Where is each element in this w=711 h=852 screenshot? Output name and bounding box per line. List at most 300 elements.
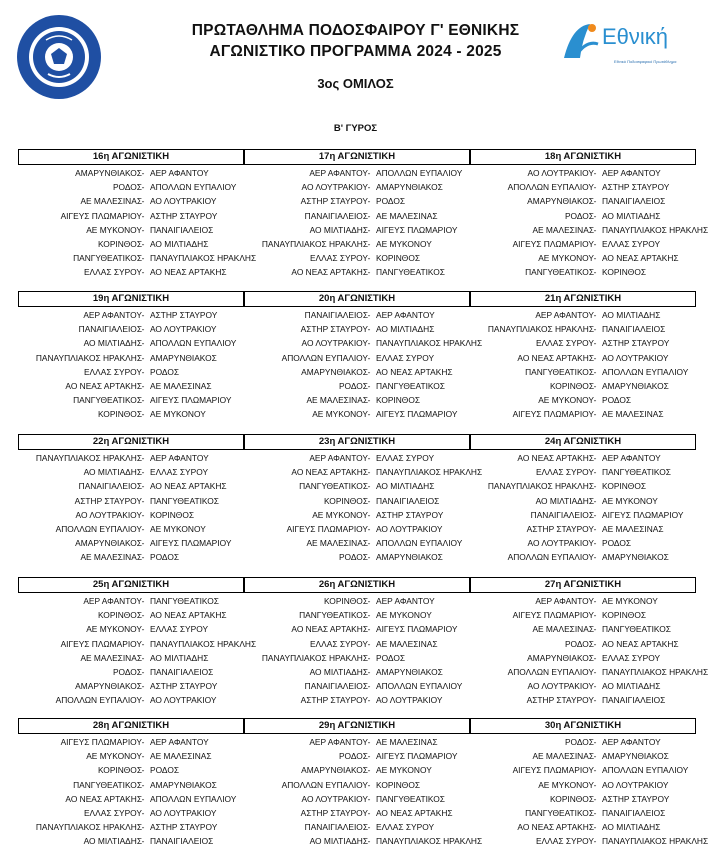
home-team: ΕΛΛΑΣ ΣΥΡΟΥ — [535, 836, 594, 847]
away-team: ΑΠΟΛΛΩΝ ΕΥΠΑΛΙΟΥ — [150, 338, 237, 349]
away-team: ΑΟ ΛΟΥΤΡΑΚΙΟΥ — [376, 695, 443, 706]
home-team: ΑΕ ΜΑΛΕΣΙΝΑΣ — [80, 652, 142, 663]
home-team: ΡΟΔΟΣ — [564, 210, 594, 221]
home-team: ΑΕ ΜΥΚΟΝΟΥ — [86, 224, 142, 235]
home-team: ΠΑΝΑΙΓΙΑΛΕΙΟΣ — [78, 481, 142, 492]
match-separator: - — [593, 453, 597, 463]
away-team: ΑΜΑΡΥΝΘΙΑΚΟΣ — [602, 552, 669, 563]
match-separator: - — [367, 453, 371, 463]
home-team: ΑΣΤΗΡ ΣΤΑΥΡΟΥ — [300, 695, 368, 706]
home-team: ΚΟΡΙΝΘΟΣ — [97, 409, 142, 420]
away-team: ΚΟΡΙΝΘΟΣ — [602, 267, 647, 278]
home-team: ΑΟ ΜΙΛΤΙΑΔΗΣ — [309, 836, 368, 847]
match-separator: - — [141, 409, 145, 420]
match-separator: - — [593, 210, 597, 221]
home-team: ΑΙΓΕΥΣ ΠΛΩΜΑΡΙΟΥ — [60, 638, 142, 649]
home-team: ΠΑΝΑΥΠΛΙΑΚΟΣ ΗΡΑΚΛΗΣ — [261, 652, 368, 663]
home-team: ΠΑΝΓΥΘΕΑΤΙΚΟΣ — [299, 481, 368, 492]
match-row — [18, 820, 244, 834]
home-team: ΑΕΡ ΑΦΑΝΤΟΥ — [83, 596, 142, 606]
away-team: ΠΑΝΑΥΠΛΙΑΚΟΣ ΗΡΑΚΛΗΣ — [376, 467, 483, 478]
match-separator: - — [141, 495, 145, 506]
match-row — [470, 251, 696, 265]
home-team: ΠΑΝΑΥΠΛΙΑΚΟΣ ΗΡΑΚΛΗΣ — [35, 352, 142, 363]
match-separator: - — [367, 822, 371, 833]
match-row — [18, 407, 244, 421]
home-team: ΑΕΡ ΑΦΑΝΤΟΥ — [535, 310, 594, 320]
match-separator: - — [141, 253, 145, 264]
ethniki-logo-text: Εθνική — [602, 24, 669, 49]
match-separator: - — [593, 779, 597, 790]
home-team: ΠΑΝΑΥΠΛΙΑΚΟΣ ΗΡΑΚΛΗΣ — [35, 453, 142, 463]
away-team: ΑΕΡ ΑΦΑΝΤΟΥ — [150, 168, 209, 178]
match-separator: - — [593, 610, 597, 621]
away-team: ΑΙΓΕΥΣ ΠΛΩΜΑΡΙΟΥ — [150, 538, 232, 549]
match-separator: - — [141, 624, 145, 635]
home-team: ΠΑΝΑΙΓΙΑΛΕΙΟΣ — [304, 681, 368, 692]
match-row — [18, 465, 244, 479]
match-separator: - — [141, 667, 145, 677]
match-row — [18, 594, 244, 608]
match-separator: - — [593, 495, 597, 506]
match-row — [18, 550, 244, 564]
match-row — [470, 508, 696, 522]
match-separator: - — [367, 224, 371, 235]
match-separator: - — [367, 495, 371, 506]
away-team: ΑΠΟΛΛΩΝ ΕΥΠΑΛΙΟΥ — [376, 681, 463, 692]
match-separator: - — [141, 381, 145, 391]
away-team: ΕΛΛΑΣ ΣΥΡΟΥ — [376, 822, 435, 833]
match-separator: - — [141, 552, 145, 563]
home-team: ΚΟΡΙΝΘΟΣ — [323, 596, 368, 606]
matchday-title: 26η ΑΓΩΝΙΣΤΙΚΗ — [244, 577, 470, 593]
away-team: ΚΟΡΙΝΘΟΣ — [602, 610, 647, 621]
match-separator: - — [367, 667, 371, 677]
match-row — [470, 494, 696, 508]
match-separator: - — [141, 267, 145, 278]
match-separator: - — [141, 182, 145, 193]
match-separator: - — [367, 409, 371, 420]
away-team: ΠΑΝΓΥΘΕΑΤΙΚΟΣ — [150, 495, 219, 506]
match-row — [470, 693, 696, 707]
match-separator: - — [367, 381, 371, 391]
home-team: ΑΟ ΝΕΑΣ ΑΡΤΑΚΗΣ — [291, 467, 368, 478]
home-team: ΠΑΝΓΥΘΕΑΤΙΚΟΣ — [73, 779, 142, 790]
away-team: ΑΙΓΕΥΣ ΠΛΩΜΑΡΙΟΥ — [376, 624, 458, 635]
match-row — [470, 379, 696, 393]
home-team: ΠΑΝΑΙΓΙΑΛΕΙΟΣ — [304, 210, 368, 221]
away-team: ΑΜΑΡΥΝΘΙΑΚΟΣ — [602, 381, 669, 391]
home-team: ΠΑΝΑΥΠΛΙΑΚΟΣ ΗΡΑΚΛΗΣ — [487, 481, 594, 492]
away-team: ΑΠΟΛΛΩΝ ΕΥΠΑΛΙΟΥ — [376, 168, 463, 178]
match-row — [244, 465, 483, 479]
matchday-title: 17η ΑΓΩΝΙΣΤΙΚΗ — [244, 149, 470, 165]
home-team: ΑΜΑΡΥΝΘΙΑΚΟΣ — [527, 652, 594, 663]
matchday-title: 22η ΑΓΩΝΙΣΤΙΚΗ — [18, 434, 244, 450]
match-row — [18, 679, 244, 693]
away-team: ΠΑΝΑΙΓΙΑΛΕΙΟΣ — [376, 495, 440, 506]
match-row — [18, 637, 257, 651]
home-team: ΠΑΝΑΙΓΙΑΛΕΙΟΣ — [304, 310, 368, 320]
home-team: ΑΙΓΕΥΣ ΠΛΩΜΑΡΙΟΥ — [60, 210, 142, 221]
match-row — [470, 608, 696, 622]
away-team: ΑΙΓΕΥΣ ΠΛΩΜΑΡΙΟΥ — [150, 395, 232, 406]
home-team: ΑΣΤΗΡ ΣΤΑΥΡΟΥ — [300, 196, 368, 207]
match-row — [470, 834, 709, 848]
away-team: ΕΛΛΑΣ ΣΥΡΟΥ — [150, 467, 209, 478]
away-team: ΠΑΝΑΥΠΛΙΑΚΟΣ ΗΡΑΚΛΗΣ — [602, 667, 709, 677]
match-row — [18, 251, 257, 265]
away-team: ΠΑΝΓΥΘΕΑΤΙΚΟΣ — [602, 624, 671, 635]
home-team: ΑΕΡ ΑΦΑΝΤΟΥ — [309, 737, 368, 747]
ethniki-logo — [562, 20, 694, 64]
match-separator: - — [367, 267, 371, 278]
match-row — [244, 735, 470, 749]
match-row — [470, 351, 696, 365]
away-team: ΑΟ ΛΟΥΤΡΑΚΙΟΥ — [150, 808, 217, 818]
away-team: ΑΟ ΜΙΛΤΙΑΔΗΣ — [150, 239, 209, 249]
home-team: ΑΕ ΜΑΛΕΣΙΝΑΣ — [80, 196, 142, 207]
away-team: ΑΣΤΗΡ ΣΤΑΥΡΟΥ — [376, 509, 444, 520]
match-row — [18, 749, 244, 763]
match-row — [18, 336, 244, 350]
match-separator: - — [367, 324, 371, 335]
away-team: ΡΟΔΟΣ — [376, 196, 406, 207]
home-team: ΑΟ ΜΙΛΤΙΑΔΗΣ — [83, 467, 142, 478]
away-team: ΑΟ ΛΟΥΤΡΑΚΙΟΥ — [150, 196, 217, 207]
away-team: ΑΙΓΕΥΣ ΠΛΩΜΑΡΙΟΥ — [602, 509, 684, 520]
match-separator: - — [141, 538, 145, 549]
match-row — [18, 693, 244, 707]
match-row — [470, 806, 696, 820]
match-row — [470, 322, 696, 336]
home-team: ΑΣΤΗΡ ΣΤΑΥΡΟΥ — [300, 808, 368, 818]
match-separator: - — [367, 538, 371, 549]
away-team: ΑΕ ΜΑΛΕΣΙΝΑΣ — [602, 409, 664, 420]
match-row — [244, 209, 470, 223]
home-team: ΑΟ ΛΟΥΤΡΑΚΙΟΥ — [301, 338, 368, 349]
home-team: ΑΕ ΜΥΚΟΝΟΥ — [538, 779, 594, 790]
away-team: ΑΕ ΜΥΚΟΝΟΥ — [376, 765, 432, 776]
match-separator: - — [141, 467, 145, 478]
match-row — [18, 393, 244, 407]
home-team: ΠΑΝΓΥΘΕΑΤΙΚΟΣ — [73, 253, 142, 264]
match-separator: - — [593, 338, 597, 349]
home-team: ΑΠΟΛΛΩΝ ΕΥΠΑΛΙΟΥ — [507, 182, 594, 193]
home-team: ΑΜΑΡΥΝΘΙΑΚΟΣ — [527, 196, 594, 207]
match-separator: - — [141, 196, 145, 207]
matchday-title: 21η ΑΓΩΝΙΣΤΙΚΗ — [470, 291, 696, 307]
home-team: ΡΟΔΟΣ — [112, 667, 142, 677]
home-team: ΑΕ ΜΑΛΕΣΙΝΑΣ — [306, 538, 368, 549]
home-team: ΑΕ ΜΥΚΟΝΟΥ — [86, 624, 142, 635]
away-team: ΑΟ ΜΙΛΤΙΑΔΗΣ — [602, 210, 661, 221]
away-team: ΑΕ ΜΑΛΕΣΙΝΑΣ — [376, 737, 438, 747]
home-team: ΑΠΟΛΛΩΝ ΕΥΠΑΛΙΟΥ — [281, 352, 368, 363]
match-row — [244, 622, 470, 636]
away-team: ΠΑΝΑΙΓΙΑΛΕΙΟΣ — [602, 808, 666, 818]
match-row — [18, 451, 244, 465]
matchday-title: 23η ΑΓΩΝΙΣΤΙΚΗ — [244, 434, 470, 450]
match-separator: - — [141, 395, 145, 406]
match-separator: - — [593, 253, 597, 264]
home-team: ΡΟΔΟΣ — [338, 751, 368, 762]
away-team: ΑΟ ΛΟΥΤΡΑΚΙΟΥ — [150, 324, 217, 335]
match-separator: - — [593, 381, 597, 391]
match-row — [18, 763, 244, 777]
match-row — [470, 536, 696, 550]
match-row — [470, 265, 696, 279]
away-team: ΑΟ ΜΙΛΤΙΑΔΗΣ — [376, 324, 435, 335]
match-separator: - — [367, 509, 371, 520]
match-row — [470, 451, 696, 465]
match-separator: - — [367, 808, 371, 818]
match-separator: - — [141, 524, 145, 534]
home-team: ΑΟ ΝΕΑΣ ΑΡΤΑΚΗΣ — [291, 624, 368, 635]
match-separator: - — [367, 779, 371, 790]
match-separator: - — [593, 751, 597, 762]
match-separator: - — [593, 509, 597, 520]
home-team: ΑΣΤΗΡ ΣΤΑΥΡΟΥ — [300, 324, 368, 335]
match-row — [18, 237, 244, 251]
match-separator: - — [367, 652, 371, 663]
home-team: ΑΠΟΛΛΩΝ ΕΥΠΑΛΙΟΥ — [281, 779, 368, 790]
match-separator: - — [367, 638, 371, 649]
match-row — [244, 637, 470, 651]
match-row — [470, 651, 696, 665]
match-separator: - — [141, 324, 145, 335]
page-title: ΠΡΩΤΑΘΛΗΜΑ ΠΟΔΟΣΦΑΙΡΟΥ Γ' ΕΘΝΙΚΗΣ — [191, 22, 520, 39]
match-row — [18, 508, 244, 522]
home-team: ΠΑΝΑΥΠΛΙΑΚΟΣ ΗΡΑΚΛΗΣ — [487, 324, 594, 335]
matchday-title: 24η ΑΓΩΝΙΣΤΙΚΗ — [470, 434, 696, 450]
away-team: ΑΕ ΜΑΛΕΣΙΝΑΣ — [376, 638, 438, 649]
home-team: ΑΕ ΜΑΛΕΣΙΝΑΣ — [80, 552, 142, 563]
home-team: ΑΟ ΝΕΑΣ ΑΡΤΑΚΗΣ — [517, 822, 594, 833]
home-team: ΕΛΛΑΣ ΣΥΡΟΥ — [309, 638, 368, 649]
match-row — [18, 622, 244, 636]
match-separator: - — [141, 239, 145, 249]
away-team: ΑΕΡ ΑΦΑΝΤΟΥ — [602, 737, 661, 747]
match-row — [18, 536, 244, 550]
away-team: ΑΣΤΗΡ ΣΤΑΥΡΟΥ — [602, 182, 670, 193]
away-team: ΠΑΝΓΥΘΕΑΤΙΚΟΣ — [376, 267, 445, 278]
match-row — [18, 651, 244, 665]
home-team: ΠΑΝΑΙΓΙΑΛΕΙΟΣ — [78, 324, 142, 335]
match-separator: - — [593, 681, 597, 692]
away-team: ΑΕ ΜΑΛΕΣΙΝΑΣ — [376, 210, 438, 221]
match-separator: - — [141, 836, 145, 847]
away-team: ΑΙΓΕΥΣ ΠΛΩΜΑΡΙΟΥ — [376, 224, 458, 235]
match-separator: - — [367, 168, 371, 178]
match-row — [470, 180, 696, 194]
match-row — [244, 749, 470, 763]
match-separator: - — [141, 453, 145, 463]
match-separator: - — [593, 822, 597, 833]
match-row — [470, 365, 696, 379]
home-team: ΚΟΡΙΝΘΟΣ — [323, 495, 368, 506]
match-separator: - — [367, 596, 371, 606]
away-team: ΑΟ ΛΟΥΤΡΑΚΙΟΥ — [602, 779, 669, 790]
match-separator: - — [367, 352, 371, 363]
match-separator: - — [367, 524, 371, 534]
match-row — [18, 180, 244, 194]
home-team: ΑΕ ΜΑΛΕΣΙΝΑΣ — [532, 224, 594, 235]
home-team: ΑΕ ΜΥΚΟΝΟΥ — [538, 253, 594, 264]
match-separator: - — [367, 253, 371, 264]
match-row — [244, 322, 470, 336]
match-separator: - — [141, 737, 145, 747]
home-team: ΚΟΡΙΝΘΟΣ — [97, 765, 142, 776]
match-row — [244, 265, 470, 279]
match-row — [244, 365, 470, 379]
match-row — [244, 451, 470, 465]
away-team: ΠΑΝΑΥΠΛΙΑΚΟΣ ΗΡΑΚΛΗΣ — [150, 253, 257, 264]
match-separator: - — [141, 210, 145, 221]
home-team: ΑΟ ΝΕΑΣ ΑΡΤΑΚΗΣ — [65, 381, 142, 391]
away-team: ΡΟΔΟΣ — [602, 538, 632, 549]
home-team: ΑΟ ΜΙΛΤΙΑΔΗΣ — [83, 338, 142, 349]
match-row — [244, 820, 470, 834]
match-separator: - — [367, 467, 371, 478]
home-team: ΠΑΝΓΥΘΕΑΤΙΚΟΣ — [525, 267, 594, 278]
match-separator: - — [593, 552, 597, 563]
match-separator: - — [593, 524, 597, 534]
match-row — [18, 608, 244, 622]
home-team: ΑΕ ΜΥΚΟΝΟΥ — [312, 409, 368, 420]
match-separator: - — [367, 182, 371, 193]
home-team: ΑΕ ΜΥΚΟΝΟΥ — [312, 509, 368, 520]
match-row — [470, 749, 696, 763]
matchday-title: 16η ΑΓΩΝΙΣΤΙΚΗ — [18, 149, 244, 165]
match-separator: - — [141, 808, 145, 818]
away-team: ΑΜΑΡΥΝΘΙΑΚΟΣ — [376, 552, 443, 563]
home-team: ΕΛΛΑΣ ΣΥΡΟΥ — [83, 808, 142, 818]
home-team: ΠΑΝΓΥΘΕΑΤΙΚΟΣ — [73, 395, 142, 406]
home-team: ΡΟΔΟΣ — [338, 381, 368, 391]
match-row — [244, 834, 483, 848]
home-team: ΚΟΡΙΝΘΟΣ — [97, 239, 142, 249]
match-row — [470, 308, 696, 322]
home-team: ΑΜΑΡΥΝΘΙΑΚΟΣ — [301, 765, 368, 776]
match-separator: - — [593, 737, 597, 747]
away-team: ΠΑΝΑΙΓΙΑΛΕΙΟΣ — [602, 196, 666, 207]
match-separator: - — [367, 239, 371, 249]
match-row — [244, 237, 470, 251]
home-team: ΑΟ ΛΟΥΤΡΑΚΙΟΥ — [301, 793, 368, 804]
match-row — [18, 322, 244, 336]
match-row — [470, 665, 709, 679]
home-team: ΑΕ ΜΑΛΕΣΙΝΑΣ — [532, 624, 594, 635]
round-label: Β' ΓΥΡΟΣ — [333, 123, 378, 134]
match-row — [244, 479, 470, 493]
match-separator: - — [593, 765, 597, 776]
away-team: ΑΟ ΛΟΥΤΡΑΚΙΟΥ — [150, 695, 217, 706]
match-separator: - — [593, 196, 597, 207]
home-team: ΑΕΡ ΑΦΑΝΤΟΥ — [535, 596, 594, 606]
match-separator: - — [593, 395, 597, 406]
home-team: ΑΙΓΕΥΣ ΠΛΩΜΑΡΙΟΥ — [512, 765, 594, 776]
match-separator: - — [141, 596, 145, 606]
home-team: ΕΛΛΑΣ ΣΥΡΟΥ — [535, 467, 594, 478]
away-team: ΑΠΟΛΛΩΝ ΕΥΠΑΛΙΟΥ — [602, 366, 689, 377]
home-team: ΠΑΝΓΥΘΕΑΤΙΚΟΣ — [525, 366, 594, 377]
away-team: ΚΟΡΙΝΘΟΣ — [376, 395, 421, 406]
match-separator: - — [367, 196, 371, 207]
match-row — [470, 166, 696, 180]
away-team: ΑΕ ΜΑΛΕΣΙΝΑΣ — [150, 381, 212, 391]
match-row — [18, 194, 244, 208]
away-team: ΑΕΡ ΑΦΑΝΤΟΥ — [376, 596, 435, 606]
home-team: ΑΜΑΡΥΝΘΙΑΚΟΣ — [75, 168, 142, 178]
page-subtitle: ΑΓΩΝΙΣΤΙΚΟ ΠΡΟΓΡΑΜΜΑ 2024 - 2025 — [209, 43, 502, 60]
match-separator: - — [141, 224, 145, 235]
matchday-title: 28η ΑΓΩΝΙΣΤΙΚΗ — [18, 718, 244, 734]
group-label: 3ος ΟΜΙΛΟΣ — [317, 76, 394, 91]
away-team: ΑΟ ΜΙΛΤΙΑΔΗΣ — [602, 822, 661, 833]
match-row — [470, 223, 709, 237]
match-row — [470, 778, 696, 792]
away-team: ΑΟ ΜΙΛΤΙΑΔΗΣ — [376, 481, 435, 492]
away-team: ΑΣΤΗΡ ΣΤΑΥΡΟΥ — [150, 681, 218, 692]
matchday-title: 27η ΑΓΩΝΙΣΤΙΚΗ — [470, 577, 696, 593]
match-separator: - — [367, 695, 371, 706]
match-separator: - — [593, 793, 597, 804]
away-team: ΑΜΑΡΥΝΘΙΑΚΟΣ — [376, 667, 443, 677]
match-row — [18, 166, 244, 180]
home-team: ΚΟΡΙΝΘΟΣ — [549, 381, 594, 391]
home-team: ΠΑΝΑΙΓΙΑΛΕΙΟΣ — [304, 822, 368, 833]
match-row — [470, 637, 696, 651]
match-row — [244, 166, 470, 180]
match-separator: - — [367, 765, 371, 776]
away-team: ΡΟΔΟΣ — [150, 366, 180, 377]
match-row — [244, 522, 470, 536]
away-team: ΑΜΑΡΥΝΘΙΑΚΟΣ — [150, 352, 217, 363]
away-team: ΠΑΝΑΙΓΙΑΛΕΙΟΣ — [150, 667, 214, 677]
match-row — [244, 407, 470, 421]
match-separator: - — [141, 509, 145, 520]
away-team: ΠΑΝΑΙΓΙΑΛΕΙΟΣ — [602, 324, 666, 335]
match-row — [244, 679, 470, 693]
home-team: ΑΕΡ ΑΦΑΝΤΟΥ — [309, 453, 368, 463]
home-team: ΑΕ ΜΥΚΟΝΟΥ — [538, 395, 594, 406]
match-row — [244, 778, 470, 792]
match-row — [470, 763, 696, 777]
home-team: ΠΑΝΑΙΓΙΑΛΕΙΟΣ — [530, 509, 594, 520]
match-row — [244, 351, 470, 365]
away-team: ΡΟΔΟΣ — [150, 765, 180, 776]
match-row — [244, 508, 470, 522]
away-team: ΑΕΡ ΑΦΑΝΤΟΥ — [376, 310, 435, 320]
match-separator: - — [593, 481, 597, 492]
match-separator: - — [367, 737, 371, 747]
away-team: ΠΑΝΑΙΓΙΑΛΕΙΟΣ — [150, 836, 214, 847]
home-team: ΑΜΑΡΥΝΘΙΑΚΟΣ — [301, 366, 368, 377]
matchday-title: 19η ΑΓΩΝΙΣΤΙΚΗ — [18, 291, 244, 307]
match-row — [470, 479, 696, 493]
match-separator: - — [593, 695, 597, 706]
match-separator: - — [367, 338, 371, 349]
match-separator: - — [141, 793, 145, 804]
home-team: ΑΟ ΝΕΑΣ ΑΡΤΑΚΗΣ — [517, 453, 594, 463]
match-separator: - — [141, 310, 145, 320]
match-row — [244, 608, 470, 622]
match-row — [244, 308, 470, 322]
ethniki-logo-subtext: Εθνικό Ποδοσφαιρικό Πρωτάθλημα — [614, 59, 677, 64]
match-row — [18, 479, 244, 493]
away-team: ΑΕΡ ΑΦΑΝΤΟΥ — [602, 168, 661, 178]
